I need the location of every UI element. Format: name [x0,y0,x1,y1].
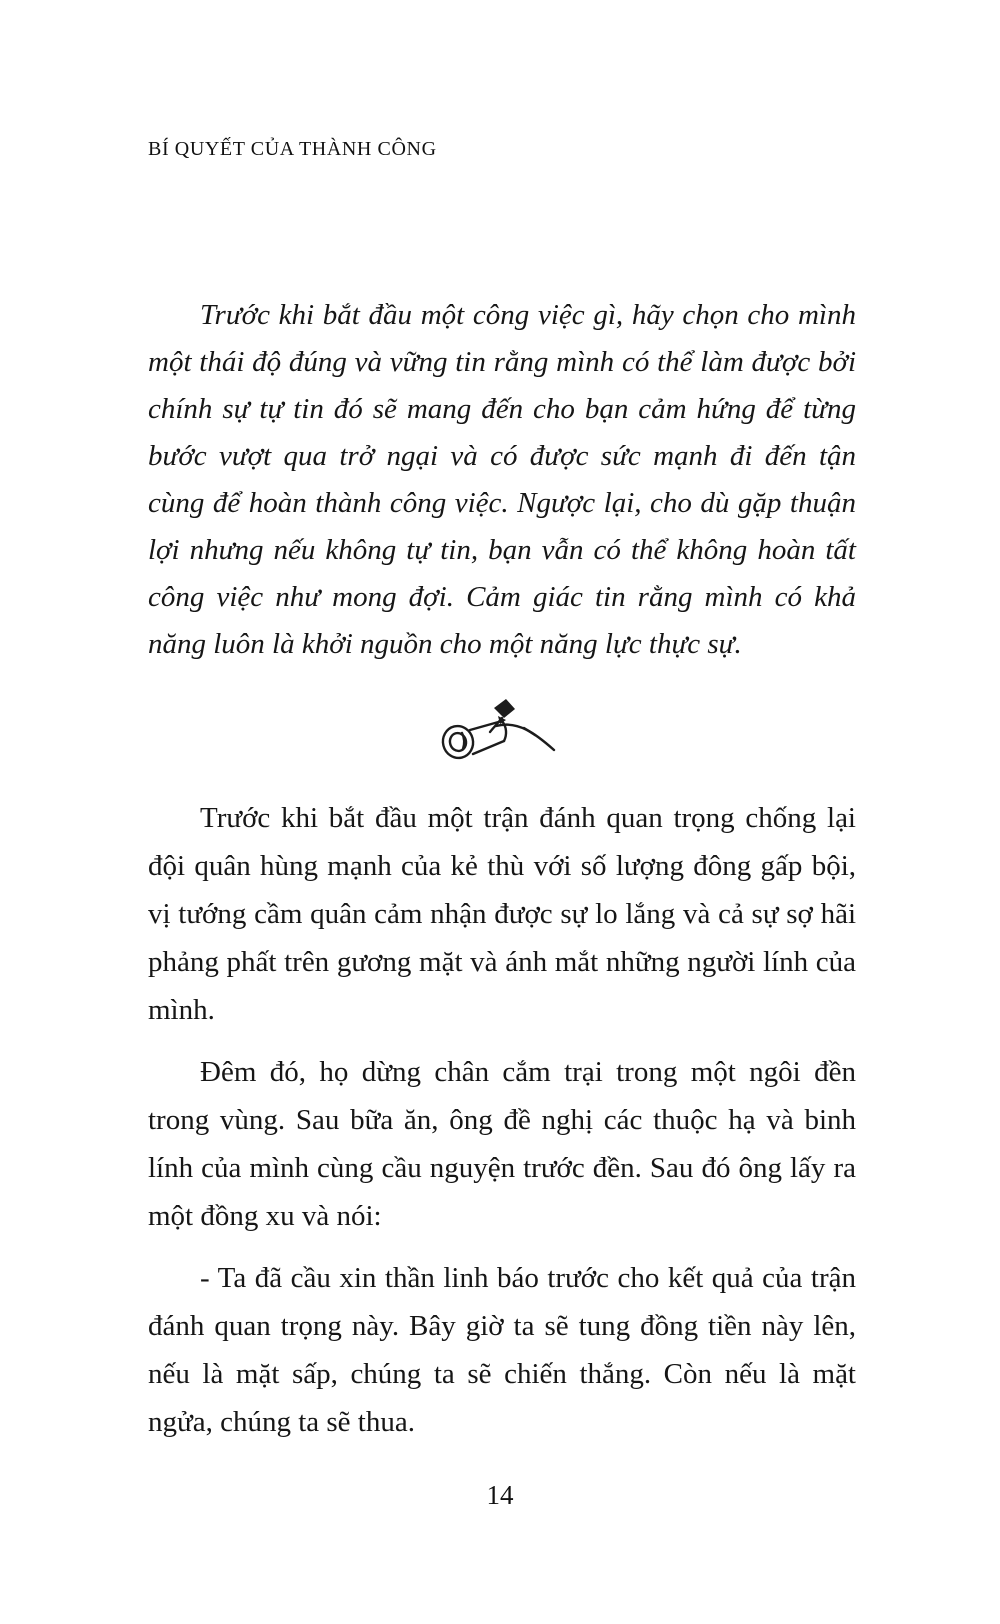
scroll-flower-ornament-icon [432,694,572,768]
epigraph-quote: Trước khi bắt đầu một công việc gì, hãy chọn cho mình một thái độ đúng và vững tin rằng mình có thể làm được bởi chính sự tự tin đó sẽ mang đến cho bạn cảm hứng để từng bước vượt qua trở ngại và có được sức mạnh đi đến tận cùng để hoàn thành công việc. Ngược lại, cho dù gặp thuận lợi nhưng nếu không tự tin, bạn vẫn có thể không hoàn tất công việc như mong đợi. Cảm giác tin rằng mình có khả năng luôn là khởi nguồn cho một năng lực thực sự. [148,299,856,660]
page-number: 14 [486,1480,514,1510]
running-header: BÍ QUYẾT CỦA THÀNH CÔNG [148,138,437,160]
paragraph-2: Đêm đó, họ dừng chân cắm trại trong một ngôi đền trong vùng. Sau bữa ăn, ông đề nghị các thuộc hạ và binh lính của mình cùng cầu nguyện trước đền. Sau đó ông lấy ra một đồng xu và nói: [148,1056,856,1232]
section-divider [148,694,856,772]
paragraph-1: Trước khi bắt đầu một trận đánh quan trọng chống lại đội quân hùng mạnh của kẻ thù với số lượng đông gấp bội, vị tướng cầm quân cảm nhận được sự lo lắng và cả sự sợ hãi phảng phất trên gương mặt và ánh mắt những người lính của mình. [148,802,856,1026]
paragraph-3: - Ta đã cầu xin thần linh báo trước cho kết quả của trận đánh quan trọng này. Bây giờ ta sẽ tung đồng tiền này lên, nếu là mặt sấp, chúng ta sẽ chiến thắng. Còn nếu là mặt ngửa, chúng ta sẽ thua. [148,1262,856,1438]
page-content [148,292,856,1460]
